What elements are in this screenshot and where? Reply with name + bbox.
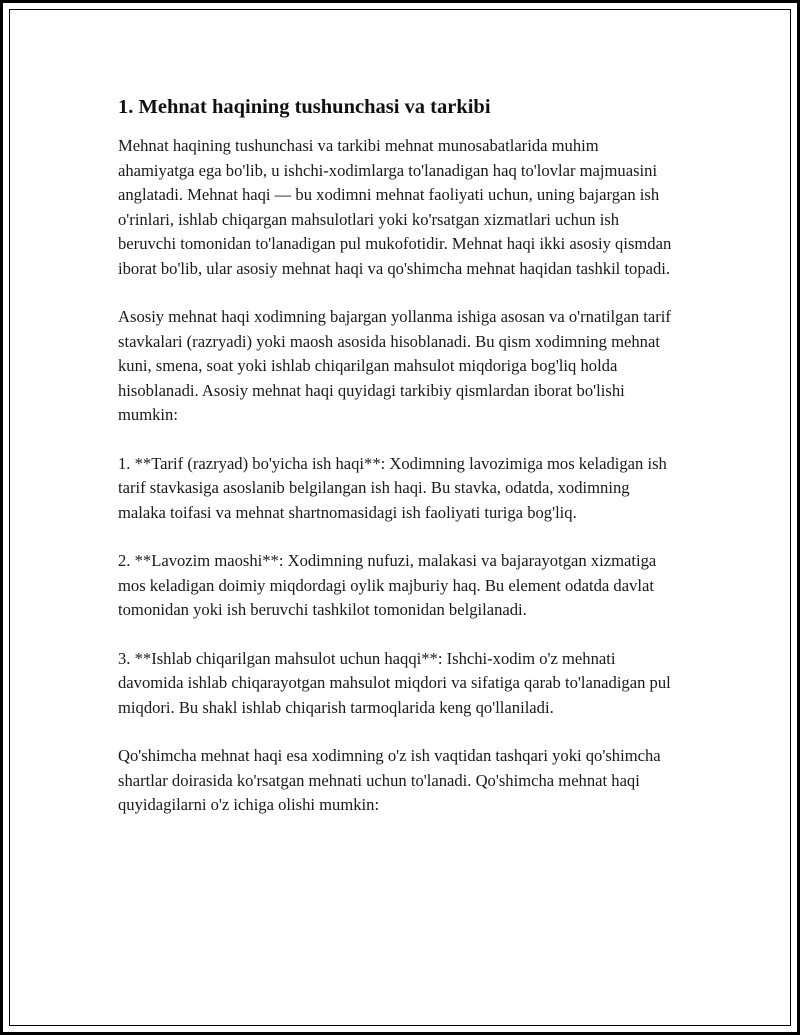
- paragraph-additional-wage: Qo'shimcha mehnat haqi esa xodimning o'z ish vaqtidan tashqari yoki qo'shimcha shartlar doirasida ko'rsatgan mehnati uchun to'lanadi. Qo'shimcha mehnat haqi quyidagilarni o'z ichiga olishi mumkin:: [118, 746, 661, 814]
- paragraph-item-salary: 2. **Lavozim maoshi**: Xodimning nufuzi, malakasi va bajarayotgan xizmatiga mos keladigan doimiy miqdordagi oylik majburiy haq. Bu element odatda davlat tomonidan yoki ish beruvchi tashkilot tomonidan belgilanadi.: [118, 551, 657, 619]
- section-title: 1. Mehnat haqining tushunchasi va tarkibi: [118, 96, 491, 118]
- document-body: [118, 93, 678, 842]
- paragraph-basic-wage: Asosiy mehnat haqi xodimning bajargan yollanma ishiga asosan va o'rnatilgan tarif stavkalari (razryadi) yoki maosh asosida hisoblanadi. Bu qism xodimning mehnat kuni, smena, soat yoki ishlab chiqarilgan mahsulot miqdoriga bog'liq holda hisoblanadi. Asosiy mehnat haqi quyidagi tarkibiy qismlardan iborat bo'lishi mumkin:: [118, 307, 671, 424]
- paragraph-item-tariff: 1. **Tarif (razryad) bo'yicha ish haqi**: Xodimning lavozimiga mos keladigan ish tarif stavkasiga asoslanib belgilangan ish haqi. Bu stavka, odatda, xodimning malaka toifasi va mehnat shartnomasidagi ish faoliyati turiga bog'liq.: [118, 453, 667, 522]
- paragraph-intro: Mehnat haqining tushunchasi va tarkibi mehnat munosabatlarida muhim ahamiyatga ega bo'lib, u ishchi-xodimlarga to'lanadigan haq to'lovlar majmuasini anglatadi. Mehnat haqi — bu xodimni mehnat faoliyati uchun, uning bajargan ish o'rinlari, ishlab chiqargan mahsulotlari yoki ko'rsatgan xizmatlari uchun ish beruvchi tomonidan to'lanadigan pul mukofotidir. Mehnat haqi ikki asosiy qismdan iborat bo'lib, ular asosiy mehnat haqi va qo'shimcha mehnat haqidan tashkil topadi.: [118, 136, 672, 278]
- paragraph-item-production: 3. **Ishlab chiqarilgan mahsulot uchun haqqi**: Ishchi-xodim o'z mehnati davomida ishlab chiqarayotgan mahsulot miqdori va sifatiga qarab to'lanadigan pul miqdori. Bu shakl ishlab chiqarish tarmoqlarida keng qo'llaniladi.: [118, 648, 671, 717]
